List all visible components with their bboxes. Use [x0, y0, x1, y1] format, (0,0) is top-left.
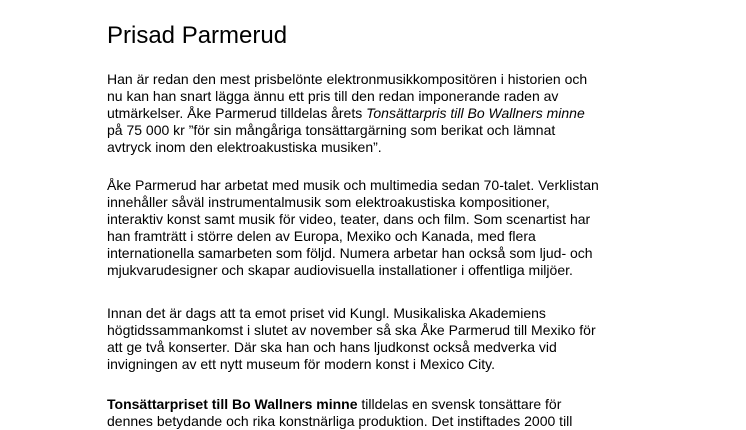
text-line: nu kan han snart lägga ännu ett pris till den redan imponerande raden av	[107, 88, 559, 105]
paragraph-prize-info	[107, 396, 647, 430]
text-line: dennes betydande och rika konstnärliga produktion. Det instiftades 2000 till	[107, 413, 573, 430]
text-line: mjukvarudesigner och skapar audiovisuella installationer i offentliga miljöer.	[107, 262, 573, 279]
paragraph-intro	[107, 71, 647, 156]
paragraph-mexico	[107, 305, 647, 373]
award-name-italic: Tonsättarpris till Bo Wallners minne	[366, 105, 585, 122]
text-segment: tilldelas en svensk tonsättare för	[357, 396, 562, 412]
text-line: att ge två konserter. Där ska han och hans ljudkonst också medverka vid	[107, 339, 557, 356]
text-line: Åke Parmerud har arbetat med musik och multimedia sedan 70-talet. Verklistan	[107, 177, 599, 193]
text-line: Han är redan den mest prisbelönte elektronmusikkompositören i historien och	[107, 71, 588, 87]
text-line	[107, 105, 647, 122]
prize-name-bold: Tonsättarpriset till Bo Wallners minne	[107, 396, 358, 412]
text-line: på 75 000 kr ”för sin mångåriga tonsättargärning som berikat och lämnat	[107, 122, 556, 139]
text-line: han framträtt i större delen av Europa, Mexiko och Kanada, med flera	[107, 228, 536, 245]
text-line: högtidssammankomst i slutet av november så ska Åke Parmerud till Mexiko för	[107, 322, 596, 339]
text-line: interaktiv konst samt musik för video, teater, dans och film. Som scenartist har	[107, 211, 591, 228]
text-line: innehåller såväl instrumentalmusik som elektroakustiska kompositioner,	[107, 194, 550, 211]
text-segment: utmärkelser. Åke Parmerud tilldelas årets	[107, 105, 367, 122]
text-line: internationella samarbeten som följd. Numera arbetar han också som ljud- och	[107, 245, 593, 262]
text-line: Innan det är dags att ta emot priset vid Kungl. Musikaliska Akademiens	[107, 305, 546, 321]
paragraph-career	[107, 177, 647, 280]
text-line: invigningen av ett nytt museum för modern konst i Mexico City.	[107, 356, 496, 373]
text-line	[107, 396, 647, 413]
text-line: avtryck inom den elektroakustiska musiken”.	[107, 139, 382, 156]
page-title: Prisad Parmerud	[107, 22, 288, 49]
